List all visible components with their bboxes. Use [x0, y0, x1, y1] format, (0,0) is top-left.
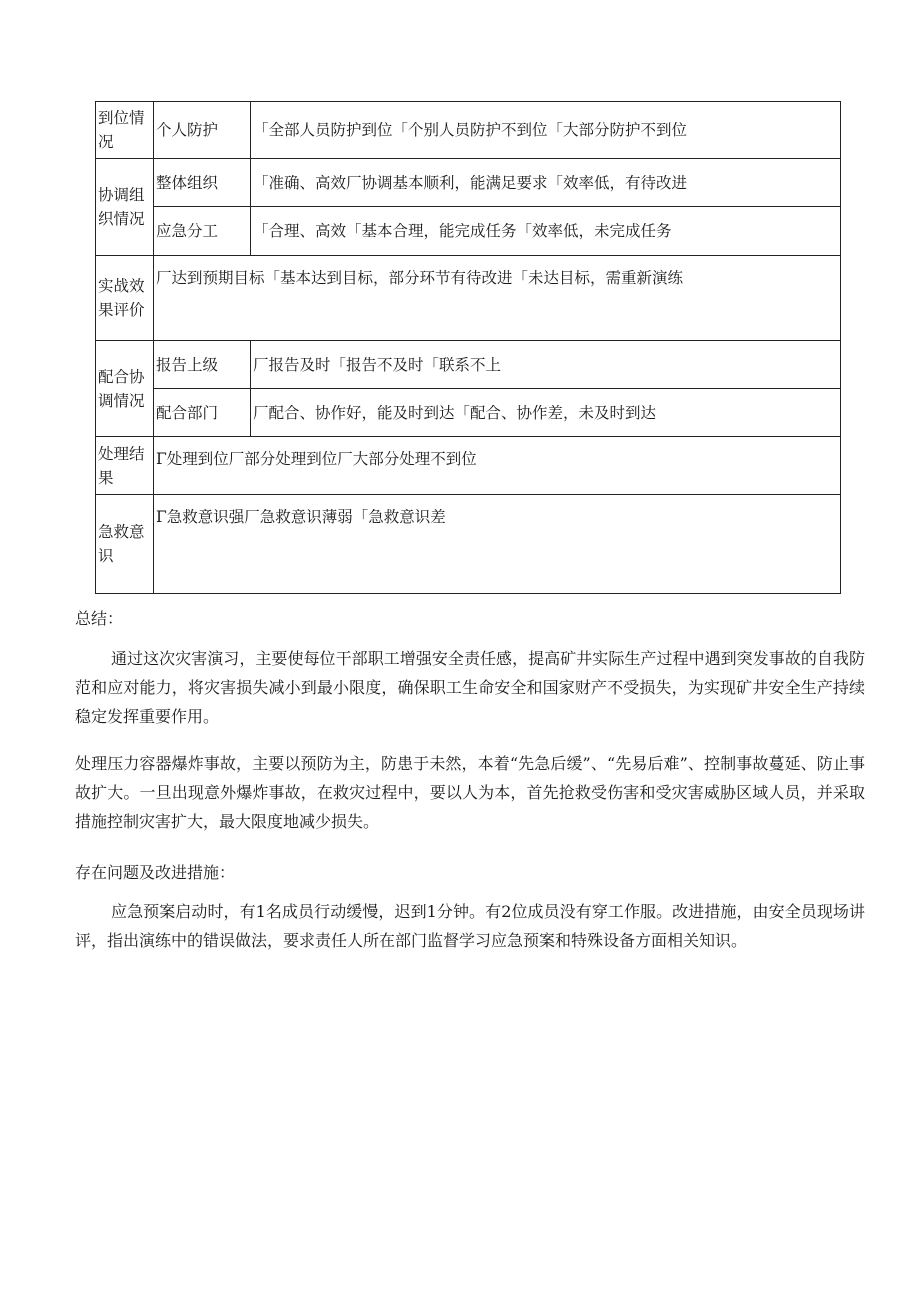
options-cell: Γ处理到位厂部分处理到位厂大部分处理不到位 [154, 437, 841, 495]
subcategory-cell: 配合部门 [154, 389, 251, 437]
options-cell: 「合理、高效「基本合理，能完成任务「效率低，未完成任务 [251, 207, 841, 256]
options-cell: Γ急救意识强厂急救意识薄弱「急救意识差 [154, 495, 841, 594]
table-row [96, 256, 841, 341]
table-row [96, 495, 841, 594]
category-cell: 协调组织情况 [96, 159, 154, 256]
table-row [96, 437, 841, 495]
options-cell: 「全部人员防护到位「个别人员防护不到位「大部分防护不到位 [251, 102, 841, 159]
table-row [96, 341, 841, 389]
summary-heading: 总结： [75, 609, 124, 628]
table-row [96, 389, 841, 437]
category-cell: 处理结果 [96, 437, 154, 495]
issues-heading: 存在问题及改进措施： [75, 863, 236, 882]
table-row [96, 102, 841, 159]
category-cell: 实战效果评价 [96, 256, 154, 341]
summary-paragraph: 处理压力容器爆炸事故，主要以预防为主，防患于未然，本着“先急后缓”、“先易后难”、控制事故蔓延、防止事故扩大。一旦出现意外爆炸事故，在救灾过程中，要以人为本，首先抢救受伤害和受灾害威胁区域人员，并采取措施控制灾害扩大，最大限度地减少损失。 [75, 754, 865, 831]
subcategory-cell: 个人防护 [154, 102, 251, 159]
table-row [96, 207, 841, 256]
subcategory-cell: 应急分工 [154, 207, 251, 256]
subcategory-cell: 整体组织 [154, 159, 251, 207]
category-cell: 到位情况 [96, 102, 154, 159]
subcategory-cell: 报告上级 [154, 341, 251, 389]
options-cell: 厂达到预期目标「基本达到目标，部分环节有待改进「未达目标，需重新演练 [154, 256, 841, 341]
issues-paragraph: 应急预案启动时，有1名成员行动缓慢，迟到1分钟。有2位成员没有穿工作服。改进措施，由安全员现场讲评，指出演练中的错误做法，要求责任人所在部门监督学习应急预案和特殊设备方面相关知识。 [75, 902, 865, 950]
options-cell: 厂报告及时「报告不及时「联系不上 [251, 341, 841, 389]
category-cell: 配合协调情况 [96, 341, 154, 437]
drill-evaluation-table [95, 101, 841, 594]
table-row [96, 159, 841, 207]
summary-paragraph: 通过这次灾害演习，主要使每位干部职工增强安全责任感，提高矿井实际生产过程中遇到突发事故的自我防范和应对能力，将灾害损失减小到最小限度，确保职工生命安全和国家财产不受损失，为实现矿井安全生产持续稳定发挥重要作用。 [75, 649, 865, 726]
category-cell: 急救意识 [96, 495, 154, 594]
options-cell: 厂配合、协作好，能及时到达「配合、协作差，未及时到达 [251, 389, 841, 437]
options-cell: 「准确、高效厂协调基本顺利，能满足要求「效率低，有待改进 [251, 159, 841, 207]
